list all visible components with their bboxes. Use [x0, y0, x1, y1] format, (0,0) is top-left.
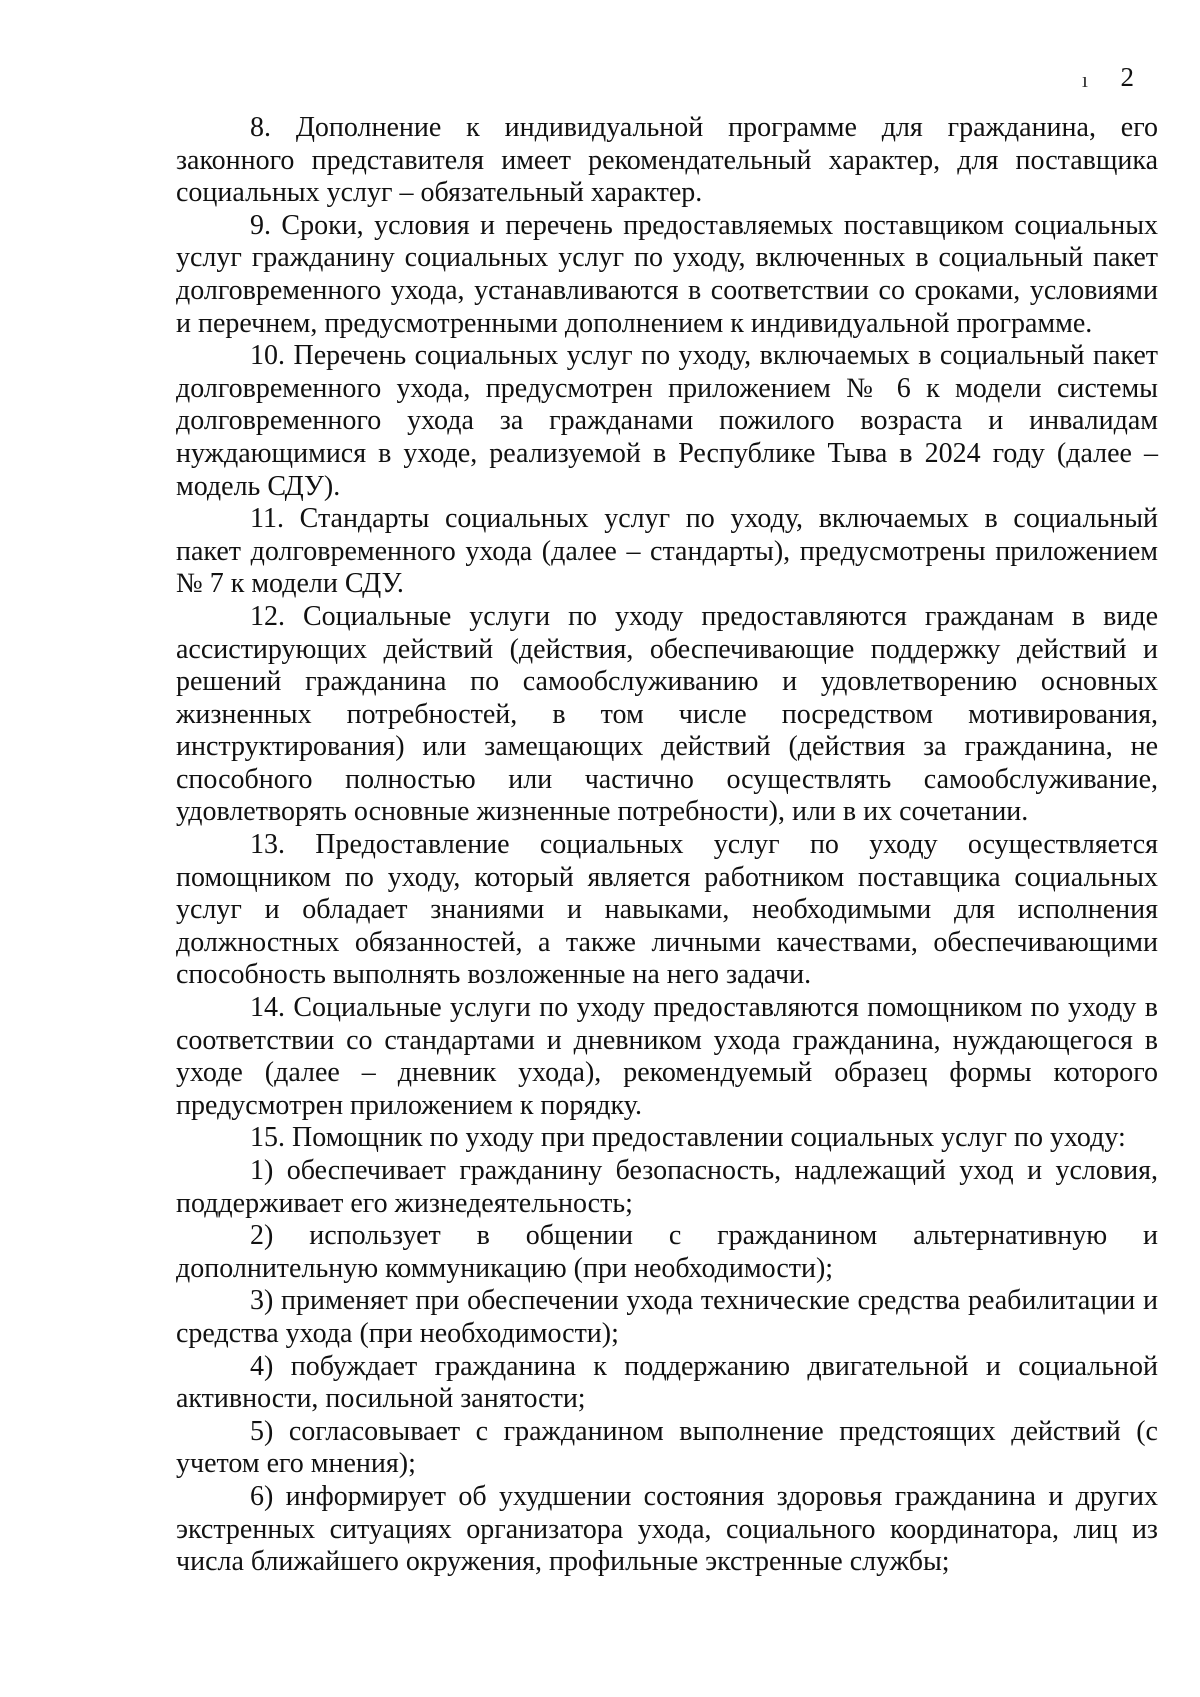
paragraph-13: 13. Предоставление социальных услуг по уходу осуществляется помощником по уходу, который является работником поставщика социальных услуг и обладает знаниями и навыками, необходимыми для исполнения должностных обязанностей, а также личными качествами, обеспечивающими способность выполнять возложенные на него задачи.: [176, 829, 1158, 991]
list-item-4: 4) побуждает гражданина к поддержанию двигательной и социальной активности, посильной занятости;: [176, 1350, 1158, 1415]
paragraph-15: 15. Помощник по уходу при предоставлении социальных услуг по уходу:: [250, 1122, 1126, 1154]
list-item-6: 6) информирует об ухудшении состояния здоровья гражданина и других экстренных ситуациях организатора ухода, социального координатора, лиц из числа ближайшего окружения, профильные экстренные службы;: [176, 1480, 1158, 1578]
list-item-1: 1) обеспечивает гражданину безопасность, надлежащий уход и условия, поддерживает его жизнедеятельность;: [176, 1155, 1158, 1219]
paragraph-10: 10. Перечень социальных услуг по уходу, включаемых в социальный пакет долговременного ухода, предусмотрен приложением № 6 к модели системы долговременного ухода за гражданами пожилого возраста и инвалидам нуждающимися в уходе, реализуемой в Республике Тыва в 2024 году (далее – модель СДУ).: [176, 340, 1158, 502]
paragraph-8: 8. Дополнение к индивидуальной программе для гражданина, его законного представителя имеет рекомендательный характер, для поставщика социальных услуг – обязательный характер.: [176, 112, 1158, 209]
list-item-5: 5) согласовывает с гражданином выполнение предстоящих действий (с учетом его мнения);: [176, 1415, 1158, 1480]
paragraph-14: 14. Социальные услуги по уходу предоставляются помощником по уходу в соответствии со стандартами и дневником ухода гражданина, нуждающегося в уходе (далее – дневник ухода), рекомендуемый образец формы которого предусмотрен приложением к порядку.: [176, 992, 1158, 1121]
list-item-3: 3) применяет при обеспечении ухода технические средства реабилитации и средства ухода (при необходимости);: [176, 1285, 1158, 1349]
document-body: [176, 112, 1158, 1579]
paragraph-9: 9. Сроки, условия и перечень предоставляемых поставщиком социальных услуг гражданину социальных услуг по уходу, включенных в социальный пакет долговременного ухода, устанавливаются в соответствии со сроками, условиями и перечнем, предусмотренными дополнением к индивидуальной программе.: [176, 209, 1158, 339]
scan-mark: ı: [1081, 67, 1088, 92]
list-item-2: 2) использует в общении с гражданином альтернативную и дополнительную коммуникацию (при необходимости);: [176, 1220, 1158, 1284]
page-number: 2: [1120, 62, 1134, 92]
paragraph-12: 12. Социальные услуги по уходу предоставляются гражданам в виде ассистирующих действий (действия, обеспечивающие поддержку действий и решений гражданина по самообслуживанию и удовлетворению основных жизненных потребностей, в том числе посредством мотивирования, инструктирования) или замещающих действий (действия за гражданина, не способного полностью или частично осуществлять самообслуживание, удовлетворять основные жизненные потребности), или в их сочетании.: [176, 600, 1158, 828]
paragraph-11: 11. Стандарты социальных услуг по уходу, включаемых в социальный пакет долговременного ухода (далее – стандарты), предусмотрены приложением № 7 к модели СДУ.: [176, 503, 1158, 600]
